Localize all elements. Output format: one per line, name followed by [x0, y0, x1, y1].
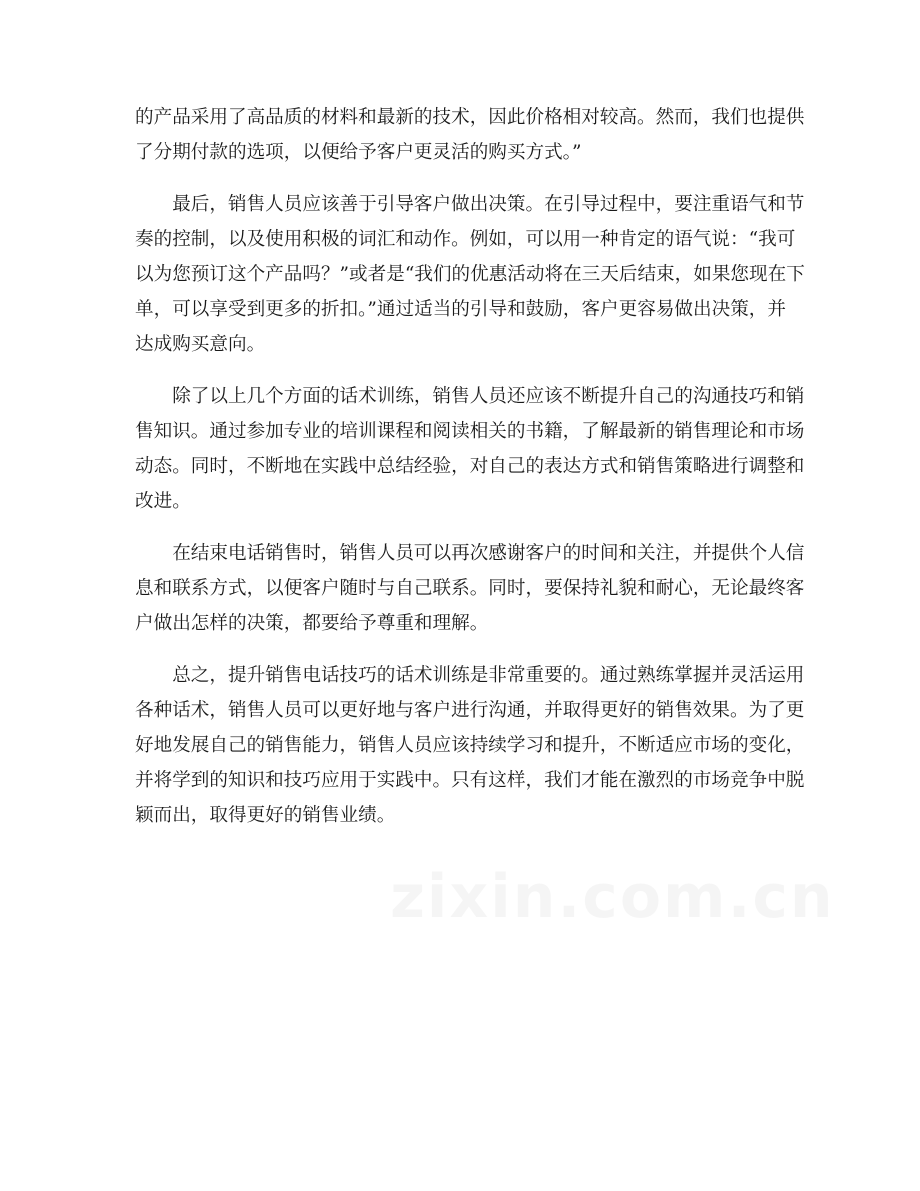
document-body: [135, 100, 805, 850]
text-line: 息和联系方式，以便客户随时与自己联系。同时，要保持礼貌和耐心，无论最终客: [135, 578, 805, 599]
paragraph-5: [135, 658, 805, 833]
text-line: 在结束电话销售时，销售人员可以再次感谢客户的时间和关注，并提供个人信: [172, 543, 805, 564]
paragraph-4: [135, 536, 805, 641]
watermark: [390, 862, 835, 932]
paragraph-2: [135, 187, 805, 362]
paragraph-3: [135, 379, 805, 519]
text-line: 各种话术，销售人员可以更好地与客户进行沟通，并取得更好的销售效果。为了更: [135, 700, 805, 721]
text-line: 并将学到的知识和技巧应用于实践中。只有这样，我们才能在激烈的市场竞争中脱: [135, 770, 805, 791]
text-line: 动态。同时，不断地在实践中总结经验，对自己的表达方式和销售策略进行调整和: [135, 456, 805, 477]
text-line: 总之，提升销售电话技巧的话术训练是非常重要的。通过熟练掌握并灵活运用: [172, 665, 805, 686]
text-line: 售知识。通过参加专业的培训课程和阅读相关的书籍，了解最新的销售理论和市场: [135, 421, 805, 442]
text-line: 最后，销售人员应该善于引导客户做出决策。在引导过程中，要注重语气和节: [172, 194, 805, 215]
text-line: 改进。: [135, 491, 191, 512]
text-line: 颖而出，取得更好的销售业绩。: [135, 805, 396, 826]
text-line: 达成购买意向。: [135, 334, 266, 355]
text-line: 了分期付款的选项，以便给予客户更灵活的购买方式。”: [135, 142, 582, 163]
text-line: 户做出怎样的决策，都要给予尊重和理解。: [135, 613, 489, 634]
text-line: 好地发展自己的销售能力，销售人员应该持续学习和提升，不断适应市场的变化，: [135, 735, 805, 756]
text-line: 奏的控制，以及使用积极的词汇和动作。例如，可以用一种肯定的语气说：“我可: [135, 229, 796, 250]
text-line: 单，可以享受到更多的折扣。”通过适当的引导和鼓励，客户更容易做出决策，并: [135, 299, 786, 320]
paragraph-1: [135, 100, 805, 170]
text-line: 除了以上几个方面的话术训练，销售人员还应该不断提升自己的沟通技巧和销: [172, 386, 805, 407]
text-line: 以为您预订这个产品吗？”或者是“我们的优惠活动将在三天后结束，如果您现在下: [135, 264, 805, 285]
text-line: 的产品采用了高品质的材料和最新的技术，因此价格相对较高。然而，我们也提供: [135, 107, 805, 128]
